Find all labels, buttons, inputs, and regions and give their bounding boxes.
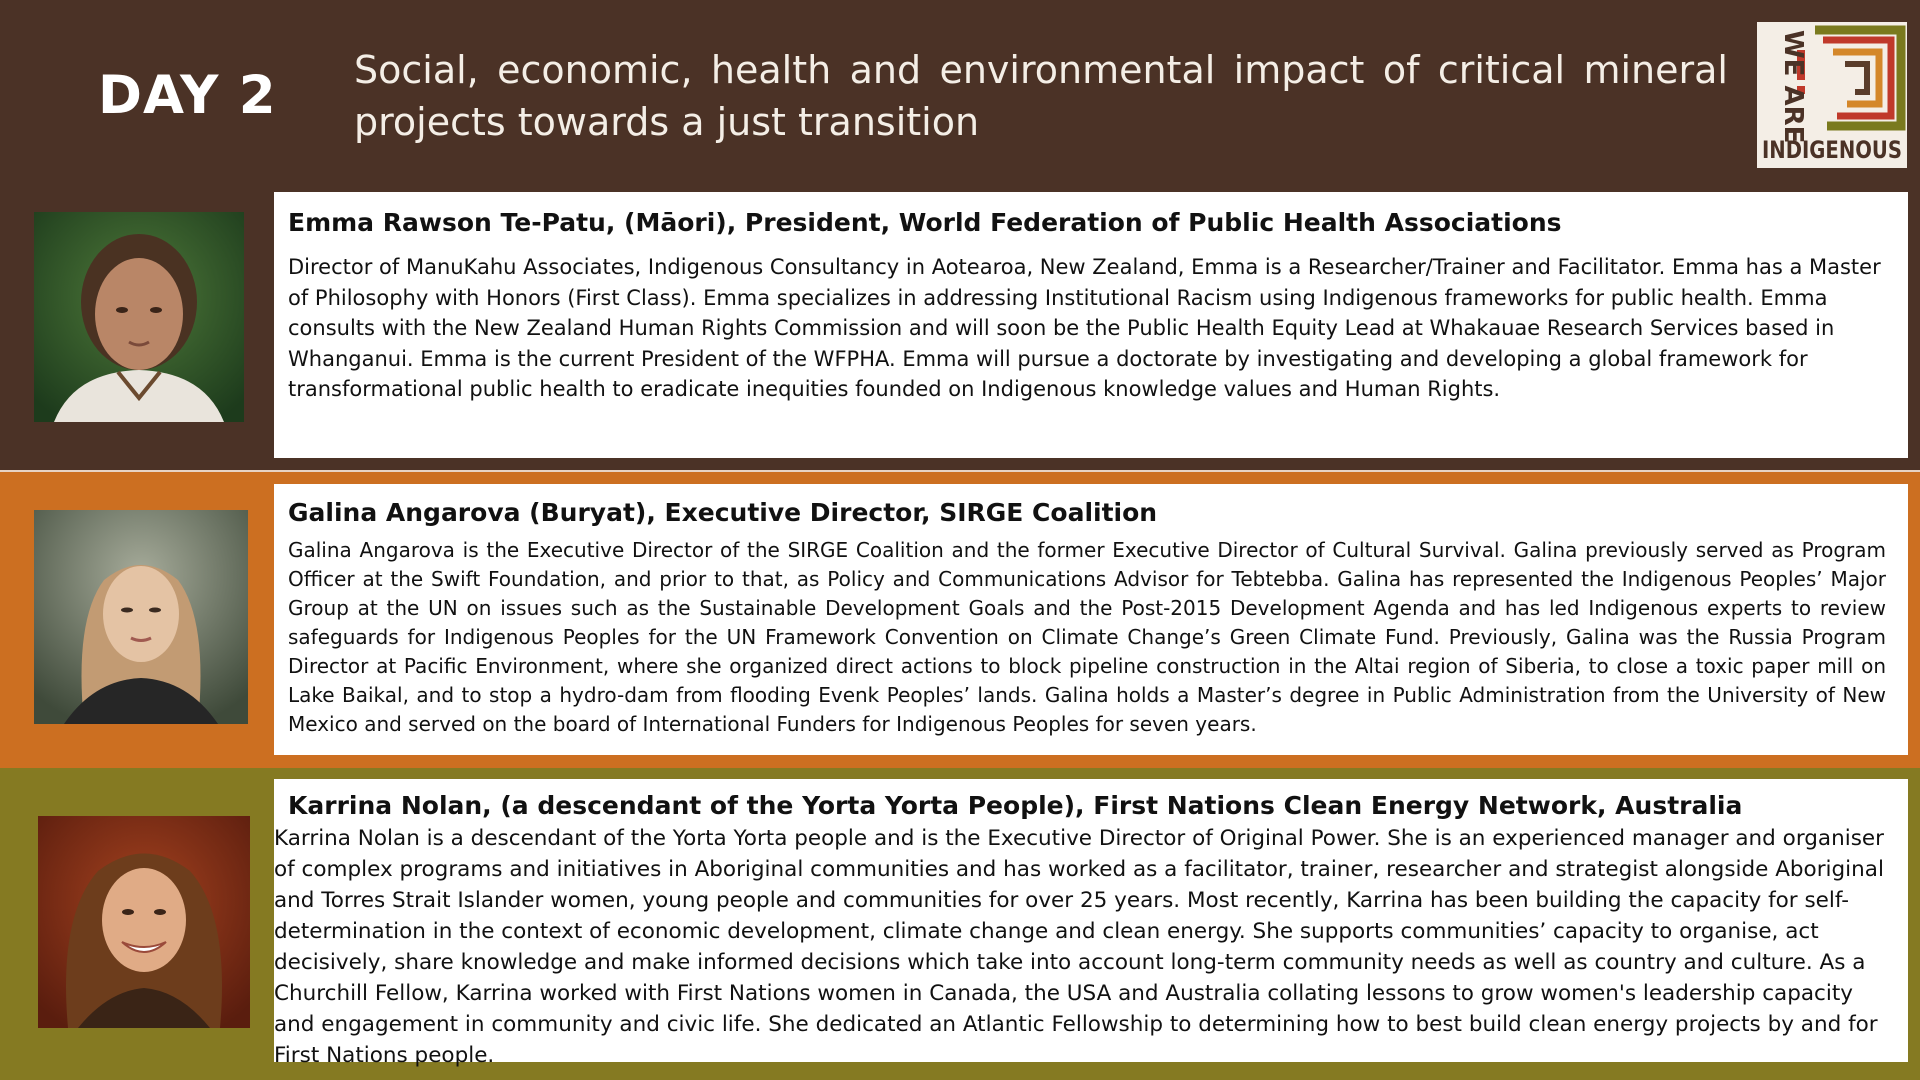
we-are-indigenous-logo <box>1757 22 1907 168</box>
speaker-bio: Galina Angarova is the Executive Director of the SIRGE Coalition and the former Executive Director of Cultural Survival. Galina previously served as Program Officer at the Swift Foundation, and prior to that, as Policy and Communications Advisor for Tebtebba. Galina has represented the Indigenous Peoples’ Major Group at the UN on issues such as the Sustainable Development Goals and the Post-2015 Development Agenda and has led Indigenous experts to review safeguards for Indigenous Peoples for the UN Framework Convention on Climate Change’s Green Climate Fund. Previously, Galina was the Russia Program Director at Pacific Environment, where she organized direct actions to block pipeline construction in the Altai region of Siberia, to close a toxic paper mill on Lake Baikal, and to stop a hydro-dam from flooding Evenk Peoples’ lands. Galina holds a Master’s degree in Public Administration from the University of New Mexico and served on the board of International Funders for Indigenous Peoples for seven years. <box>288 538 1886 736</box>
speaker-name: Galina Angarova (Buryat), Executive Director, SIRGE Coalition <box>288 498 1158 527</box>
session-title: Social, economic, health and environmental impact of critical mineral projects towards a just transition <box>354 48 1728 144</box>
logo-graphic <box>1757 22 1907 168</box>
speaker-card-1 <box>274 192 1908 458</box>
speaker-photo-emma <box>34 212 244 422</box>
speaker-photo-karrina <box>38 816 250 1028</box>
speaker-name: Emma Rawson Te-Patu, (Māori), President, World Federation of Public Health Associations <box>288 208 1562 237</box>
speaker-name: Karrina Nolan, (a descendant of the Yorta Yorta People), First Nations Clean Energy Network, Australia <box>288 791 1743 820</box>
logo-text-we-are: WE ARE <box>1778 30 1808 144</box>
day-label: DAY 2 <box>98 65 277 126</box>
speaker-bio: Karrina Nolan is a descendant of the Yorta Yorta people and is the Executive Director of Original Power. She is an experienced manager and organiser of complex programs and initiatives in Aboriginal communities and has worked as a facilitator, trainer, researcher and strategist alongside Aboriginal and Torres Strait Islander women, young people and communities for over 25 years. Most recently, Karrina has been building the capacity for self-determination in the context of economic development, climate change and clean energy. She supports communities’ capacity to organise, act decisively, share knowledge and make informed decisions which take into account long-term community needs as well as country and culture. As a Churchill Fellow, Karrina worked with First Nations women in Canada, the USA and Australia collating lessons to grow women's leadership capacity and engagement in community and civic life. She dedicated an Atlantic Fellowship to determining how to best build clean energy projects by and for First Nations people. <box>274 826 1884 1068</box>
logo-text-indigenous: INDIGENOUS <box>1762 136 1902 164</box>
speaker-bio: Director of ManuKahu Associates, Indigenous Consultancy in Aotearoa, New Zealand, Emma is a Researcher/Trainer and Facilitator. Emma has a Master of Philosophy with Honors (First Class). Emma specializes in addressing Institutional Racism using Indigenous frameworks for public health. Emma consults with the New Zealand Human Rights Commission and will soon be the Public Health Equity Lead at Whakauae Research Services based in Whanganui. Emma is the current President of the WFPHA. Emma will pursue a doctorate by investigating and developing a global framework for transformational public health to eradicate inequities founded on Indigenous knowledge values and Human Rights. <box>288 255 1881 401</box>
speaker-photo-galina <box>34 510 248 724</box>
header-banner <box>0 0 1920 190</box>
speaker-card-3 <box>274 779 1908 1068</box>
speaker-card-2 <box>274 484 1908 755</box>
